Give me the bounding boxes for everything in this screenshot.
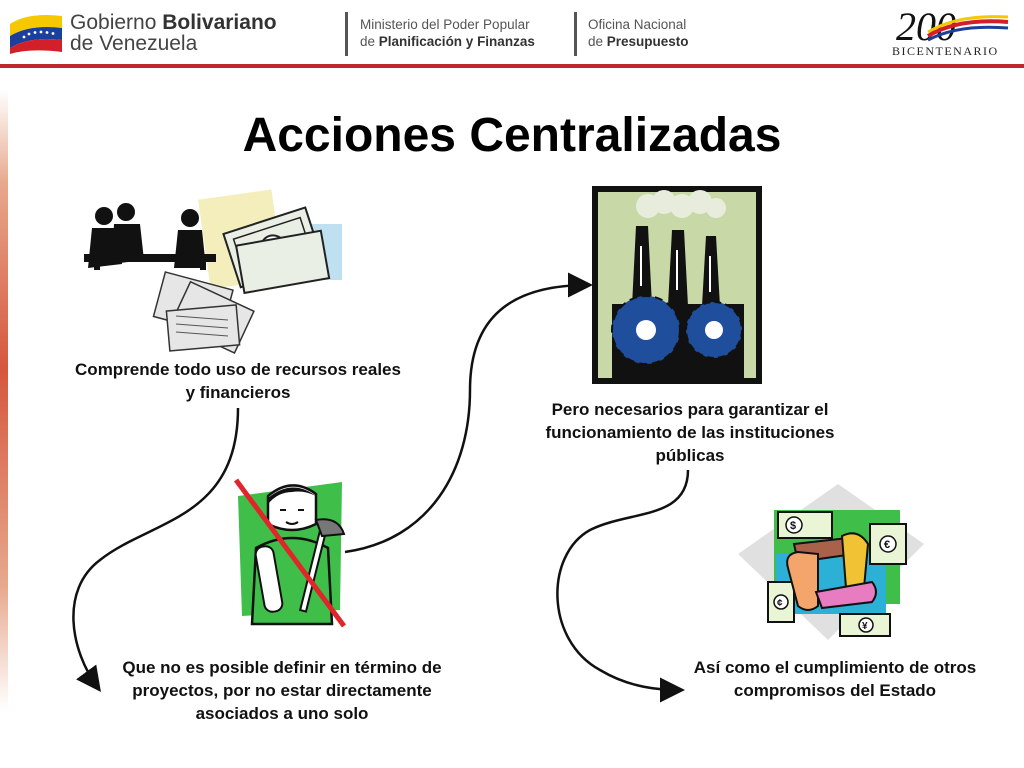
gov-line2: de Venezuela [70,32,198,55]
slide-title: Acciones Centralizadas [242,109,782,162]
caption-projects: Que no es posible definir en término de proyectos, por no estar directamente asociados a uno solo [122,658,442,723]
gov-line1-b: Bolivariano [162,11,277,34]
caption-institutions: Pero necesarios para garantizar el funcionamiento de las instituciones públicas [545,400,835,465]
gear-icon [612,296,680,364]
office-line1: Oficina Nacional [588,17,687,32]
svg-text:€: € [884,539,891,551]
svg-text:$: $ [790,520,797,532]
office-line2-a: de [588,34,607,49]
arrow-3 [557,470,688,690]
arrow-1 [73,408,238,688]
caption-resources: Comprende todo uso de recursos reales y financieros [75,360,401,402]
svg-text:¢: ¢ [777,598,783,609]
caption-commitments: Así como el cumplimiento de otros compromisos del Estado [693,658,977,700]
ministry-line1: Ministerio del Poder Popular [360,17,530,32]
banknote-icon [778,512,832,538]
bicentenary-number: 200 [896,4,956,49]
gear-icon [686,302,742,358]
bicentenary-label: BICENTENARIO [892,44,999,58]
worker-crossed-clipart [232,476,356,628]
hands-currency-clipart [738,484,924,640]
office-line2-b: Presupuesto [606,34,689,49]
people-icon [84,203,216,270]
banknote-icon [840,614,890,636]
ministry-line2-a: de [360,34,379,49]
meeting-money-clipart [82,184,346,356]
ministry-line2-b: Planificación y Finanzas [378,34,535,49]
svg-text:¥: ¥ [862,621,868,632]
gov-line1-a: Gobierno [70,11,163,34]
factory-gears-clipart [592,186,762,384]
banknote-icon [870,524,906,564]
banknote-icon [768,582,794,622]
